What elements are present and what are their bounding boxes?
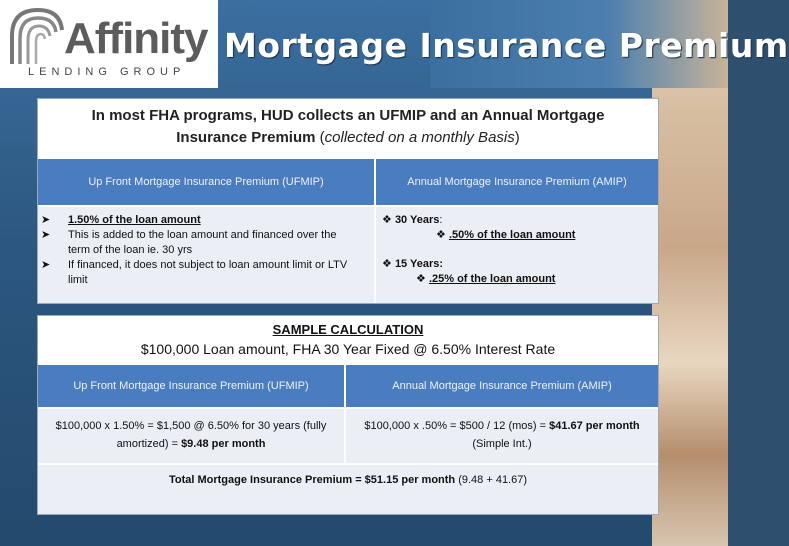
intro-paren-open: ( xyxy=(319,129,325,146)
logo-wordmark: Affinity xyxy=(64,14,208,63)
side-photo xyxy=(652,88,728,546)
total-row xyxy=(38,465,658,514)
info-panel xyxy=(37,98,659,304)
calc-ufmip-header-label: Up Front Mortgage Insurance Premium (UFMIP) xyxy=(73,379,309,392)
arrow-bullet-icon: ➤ xyxy=(41,229,51,241)
calc-amip-note: (Simple Int.) xyxy=(472,438,532,450)
calc-title: SAMPLE CALCULATION xyxy=(272,322,424,337)
calc-subtitle: $100,000 Loan amount, FHA 30 Year Fixed @ 6.50% Interest Rate xyxy=(140,341,556,357)
diamond-bullet-icon: ❖ xyxy=(416,273,426,285)
amip-15-label: 15 Years: xyxy=(394,258,444,270)
calc-amip-result: $41.67 per month xyxy=(549,420,640,432)
intro-line-1: In most FHA programs, HUD collects an UFMIP and an Annual Mortgage xyxy=(91,107,605,124)
amip-30-value-row xyxy=(382,228,652,243)
list-item xyxy=(38,258,360,288)
amip-15-label-row xyxy=(382,257,652,272)
diamond-bullet-icon: ❖ xyxy=(382,258,392,270)
arch-logo-icon xyxy=(8,6,64,64)
calc-ufmip-header xyxy=(38,365,344,407)
list-item xyxy=(38,213,360,228)
total-breakdown: (9.48 + 41.67) xyxy=(455,474,528,486)
calc-amip-formula: $100,000 x .50% = $500 / 12 (mos) = xyxy=(364,420,550,432)
total-premium: Total Mortgage Insurance Premium = $51.15 per month xyxy=(168,474,456,486)
amip-30-label: 30 Years xyxy=(394,214,440,226)
amip-header-label: Annual Mortgage Insurance Premium (AMIP) xyxy=(407,175,627,188)
slide-title: Mortgage Insurance Premium xyxy=(224,26,789,65)
ufmip-rate: 1.50% of the loan amount xyxy=(68,214,201,226)
calc-ufmip-result: $9.48 per month xyxy=(181,438,266,450)
intro-text xyxy=(38,105,658,149)
calc-ufmip-formula: $100,000 x 1.50% = $1,500 @ 6.50% for 30 years (fully amortized) = xyxy=(55,420,327,450)
amip-30-label-row: ❖ 30 Years: xyxy=(382,214,443,226)
intro-bold: Insurance Premium xyxy=(176,129,320,146)
diamond-bullet-icon: ❖ xyxy=(436,229,446,241)
arrow-bullet-icon: ➤ xyxy=(41,214,51,226)
logo-subtitle: LENDING GROUP xyxy=(28,66,186,78)
amip-header xyxy=(376,159,658,205)
ufmip-header-label: Up Front Mortgage Insurance Premium (UFMIP) xyxy=(88,175,324,188)
calculation-panel xyxy=(37,315,659,515)
arrow-bullet-icon: ➤ xyxy=(41,259,51,271)
amip-15-value-row xyxy=(382,272,652,287)
diamond-bullet-icon: ❖ xyxy=(382,214,392,226)
ufmip-financed-note: This is added to the loan amount and financed over the term of the loan ie. 30 yrs xyxy=(68,229,337,256)
intro-line-2 xyxy=(38,127,658,149)
calc-ufmip-cell xyxy=(38,409,344,463)
calc-amip-header-label: Annual Mortgage Insurance Premium (AMIP) xyxy=(392,379,612,392)
calc-amip-header xyxy=(346,365,658,407)
amip-cell xyxy=(376,207,658,303)
ufmip-header xyxy=(38,159,374,205)
intro-paren-close: ) xyxy=(514,129,520,146)
calc-amip-cell xyxy=(346,409,658,463)
list-item xyxy=(38,228,360,258)
amip-15-value: .25% of the loan amount xyxy=(428,273,556,285)
intro-italic: collected on a monthly Basis xyxy=(324,129,515,146)
ufmip-cell xyxy=(38,207,374,303)
company-logo xyxy=(0,0,218,88)
ufmip-limit-note: If financed, it does not subject to loan amount limit or LTV limit xyxy=(68,259,348,286)
amip-30-value: .50% of the loan amount xyxy=(448,229,576,241)
